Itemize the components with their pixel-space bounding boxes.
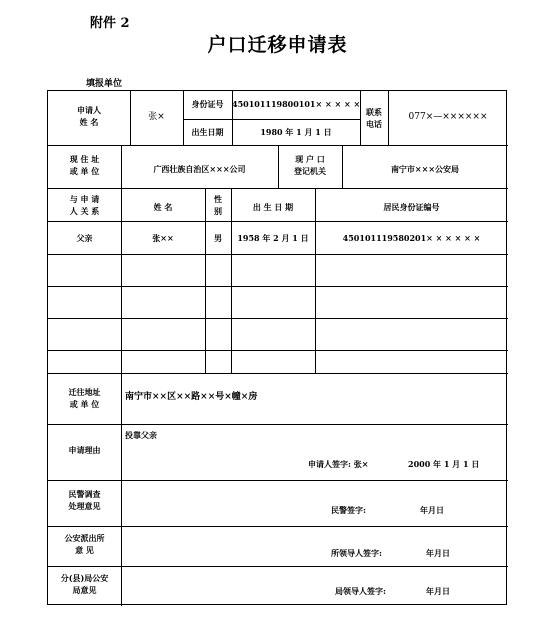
dob-label: 出生日期	[191, 127, 224, 137]
application-form-table	[47, 90, 507, 605]
col-divider	[231, 188, 232, 373]
relative-dob: 1958 年 2 月 1 日	[237, 233, 309, 243]
row-divider	[48, 424, 508, 425]
bureau-date-label: 年月日	[426, 586, 450, 596]
substation-opinion-label: 公安派出所 意 见	[64, 533, 105, 555]
application-date: 2000 年 1 月 1 日	[408, 459, 480, 469]
row-divider	[48, 221, 508, 222]
row-divider	[48, 254, 508, 255]
police-opinion-label: 民警调查 处理意见	[68, 489, 101, 511]
dob-value: 1980 年 1 月 1 日	[260, 127, 332, 137]
current-address-label: 现 住 址 或 单 位	[69, 154, 100, 176]
relative-gender: 男	[214, 233, 222, 243]
row-divider	[183, 119, 360, 120]
gender-header: 性 别	[214, 194, 222, 216]
relative-dob-header: 出 生 日 期	[252, 202, 294, 212]
reason-label: 申请理由	[68, 445, 101, 455]
contact-phone: 077×—××××××	[408, 112, 488, 122]
col-divider	[121, 373, 122, 606]
row-divider	[48, 318, 508, 319]
applicant-label: 申请人 姓 名	[77, 105, 101, 127]
destination-label: 迁往地址 或 单 位	[68, 387, 101, 409]
attachment-label: 附件 2	[90, 16, 130, 31]
registration-office-value: 南宁市×××公安局	[390, 164, 460, 174]
applicant-signature: 申请人签字: 张×	[308, 459, 369, 469]
relative-name-header: 姓 名	[153, 202, 173, 212]
id-number-value: 450101119800101× × × × ×	[232, 99, 361, 109]
col-divider	[121, 188, 122, 373]
current-address-value: 广西壮族自治区×××公司	[153, 164, 246, 174]
relationship-header: 与 申 请 人 关 系	[69, 194, 100, 216]
bureau-opinion-label: 分(县)局公安 局意见	[60, 573, 109, 595]
id-number-label: 身份证号	[191, 99, 224, 109]
substation-date-label: 年月日	[426, 548, 450, 558]
substation-signature-label: 所领导人签字:	[331, 548, 382, 558]
row-divider	[48, 286, 508, 287]
row-divider	[48, 480, 508, 481]
reason-text: 投靠父亲	[125, 430, 157, 440]
row-divider	[48, 526, 508, 527]
registration-office-label: 现 户 口 登记机关	[294, 154, 326, 176]
row-divider	[48, 350, 508, 351]
row-divider	[48, 566, 508, 567]
applicant-name: 张×	[148, 112, 165, 122]
row-divider	[48, 373, 508, 374]
contact-label: 联系 电话	[366, 107, 382, 129]
page-title: 户口迁移申请表	[207, 34, 348, 56]
relative-id: 450101119580201× × × × × ×	[342, 233, 481, 243]
col-divider	[315, 188, 316, 373]
row-divider	[48, 188, 508, 189]
relative-id-header: 居民身份证编号	[383, 202, 440, 212]
relative-relation: 父亲	[76, 233, 93, 243]
fill-unit-label: 填报单位	[86, 79, 123, 89]
bureau-signature-label: 局领导人签字:	[335, 586, 386, 596]
police-date-label: 年月日	[420, 505, 444, 515]
relative-name: 张××	[152, 233, 174, 243]
police-signature-label: 民警签字:	[331, 505, 366, 515]
destination-value: 南宁市××区××路××号×幢×房	[125, 392, 258, 402]
